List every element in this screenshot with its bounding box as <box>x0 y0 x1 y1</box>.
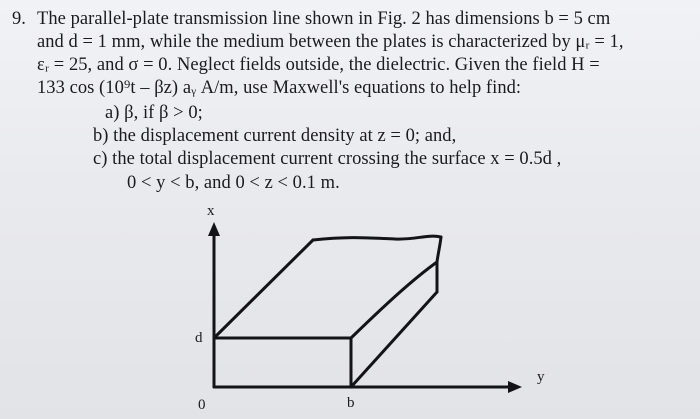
problem-line-2: and d = 1 mm, while the medium between the plates is characterized by μᵣ = 1, <box>37 32 624 52</box>
part-c: c) the total displacement current crossing the surface x = 0.5d , <box>93 149 562 169</box>
problem-line-3: εᵣ = 25, and σ = 0. Neglect fields outside, the dielectric. Given the field H = <box>37 55 600 75</box>
b-label: b <box>347 395 355 411</box>
x-axis-label: x <box>207 203 215 219</box>
part-c-continuation: 0 < y < b, and 0 < z < 0.1 m. <box>127 173 340 193</box>
back-right-edge <box>437 237 441 292</box>
y-axis-label: y <box>537 369 545 385</box>
right-receding-bottom-edge <box>351 292 437 387</box>
d-label: d <box>195 330 203 346</box>
right-receding-top-edge <box>351 262 437 338</box>
left-receding-edge <box>214 240 313 338</box>
y-axis-arrowhead <box>508 381 522 393</box>
back-top-edge <box>313 236 441 240</box>
part-b: b) the displacement current density at z = 0; and, <box>93 126 457 146</box>
origin-label: 0 <box>198 397 206 413</box>
problem-line-1: The parallel-plate transmission line shown in Fig. 2 has dimensions b = 5 cm <box>37 9 611 29</box>
problem-number: 9. <box>12 9 26 29</box>
part-a: a) β, if β > 0; <box>105 103 203 123</box>
problem-line-4: 133 cos (10⁹t – βz) aᵧ A/m, use Maxwell's equations to help find: <box>37 78 522 98</box>
x-axis-arrowhead <box>208 222 220 236</box>
